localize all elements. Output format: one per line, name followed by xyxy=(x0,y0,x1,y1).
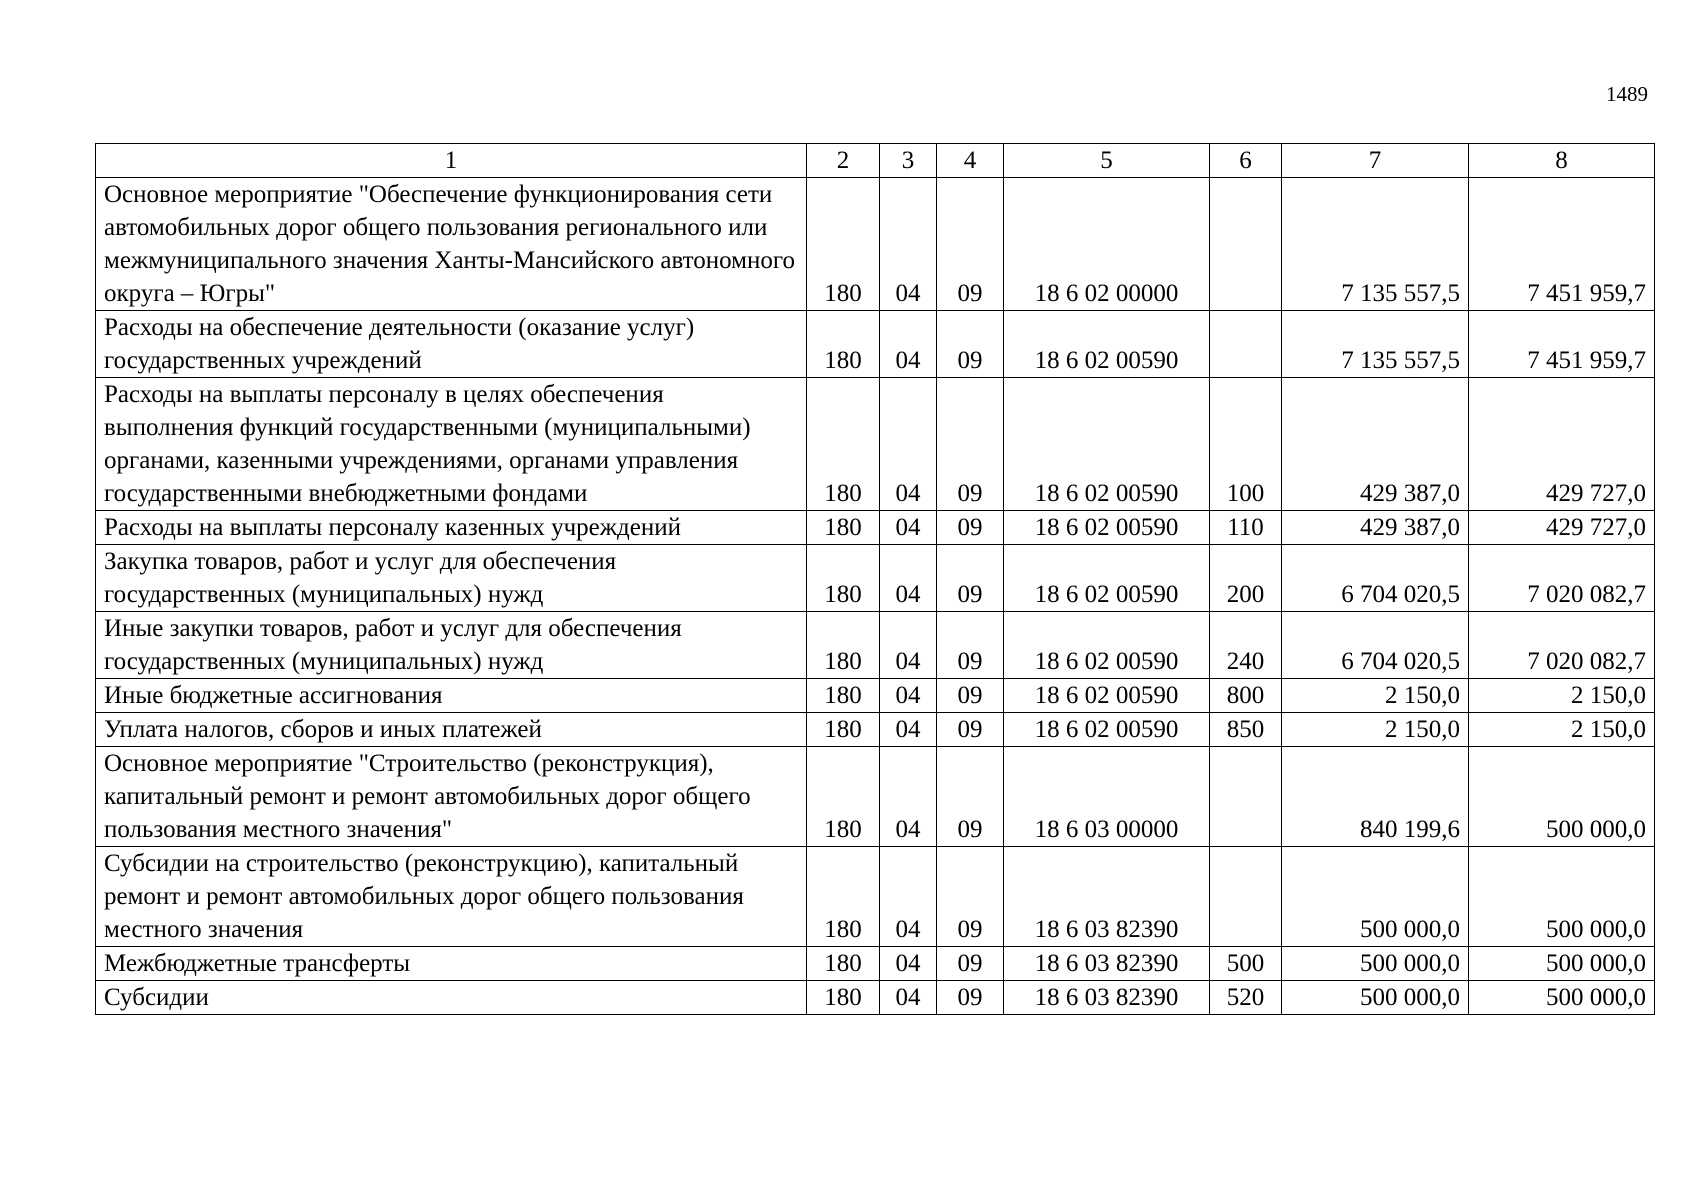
target-article-cell: 18 6 02 00590 xyxy=(1004,378,1210,511)
table-row xyxy=(96,178,1655,311)
row-name-cell: Субсидии на строительство (реконструкцию), капитальный ремонт и ремонт автомобильных дорог общего пользования местного значения xyxy=(96,847,807,947)
target-article-cell: 18 6 02 00590 xyxy=(1004,511,1210,545)
amount-year1-cell: 7 135 557,5 xyxy=(1282,178,1469,311)
section-code-cell: 04 xyxy=(880,378,937,511)
amount-year1-cell: 500 000,0 xyxy=(1282,981,1469,1015)
row-name-cell: Иные бюджетные ассигнования xyxy=(96,679,807,713)
amount-year2-cell: 500 000,0 xyxy=(1469,847,1655,947)
column-header: 3 xyxy=(880,144,937,178)
amount-year2-cell: 2 150,0 xyxy=(1469,679,1655,713)
admin-code-cell: 180 xyxy=(807,511,880,545)
row-name-cell: Основное мероприятие "Строительство (реконструкция), капитальный ремонт и ремонт автомобильных дорог общего пользования местного значения" xyxy=(96,747,807,847)
section-code-cell: 04 xyxy=(880,178,937,311)
amount-year1-cell: 429 387,0 xyxy=(1282,511,1469,545)
amount-year2-cell: 7 020 082,7 xyxy=(1469,545,1655,612)
amount-year2-cell: 429 727,0 xyxy=(1469,511,1655,545)
table-row xyxy=(96,847,1655,947)
amount-year1-cell: 500 000,0 xyxy=(1282,947,1469,981)
amount-year1-cell: 500 000,0 xyxy=(1282,847,1469,947)
page-number: 1489 xyxy=(1606,82,1648,106)
expense-type-cell: 850 xyxy=(1210,713,1282,747)
amount-year1-cell: 2 150,0 xyxy=(1282,713,1469,747)
admin-code-cell: 180 xyxy=(807,679,880,713)
amount-year2-cell: 7 451 959,7 xyxy=(1469,311,1655,378)
table-row xyxy=(96,378,1655,511)
admin-code-cell: 180 xyxy=(807,747,880,847)
amount-year1-cell: 6 704 020,5 xyxy=(1282,545,1469,612)
budget-table xyxy=(95,143,1655,1015)
section-code-cell: 04 xyxy=(880,679,937,713)
expense-type-cell xyxy=(1210,178,1282,311)
column-header: 1 xyxy=(96,144,807,178)
amount-year2-cell: 500 000,0 xyxy=(1469,947,1655,981)
column-header: 5 xyxy=(1004,144,1210,178)
column-header: 2 xyxy=(807,144,880,178)
admin-code-cell: 180 xyxy=(807,847,880,947)
section-code-cell: 04 xyxy=(880,545,937,612)
expense-type-cell: 520 xyxy=(1210,981,1282,1015)
subsection-code-cell: 09 xyxy=(937,713,1004,747)
expense-type-cell: 800 xyxy=(1210,679,1282,713)
column-header: 4 xyxy=(937,144,1004,178)
table-row xyxy=(96,981,1655,1015)
row-name-cell: Иные закупки товаров, работ и услуг для обеспечения государственных (муниципальных) нужд xyxy=(96,612,807,679)
amount-year2-cell: 500 000,0 xyxy=(1469,747,1655,847)
amount-year2-cell: 7 020 082,7 xyxy=(1469,612,1655,679)
target-article-cell: 18 6 03 82390 xyxy=(1004,947,1210,981)
subsection-code-cell: 09 xyxy=(937,981,1004,1015)
section-code-cell: 04 xyxy=(880,511,937,545)
subsection-code-cell: 09 xyxy=(937,612,1004,679)
amount-year1-cell: 2 150,0 xyxy=(1282,679,1469,713)
table-row xyxy=(96,612,1655,679)
row-name-cell: Расходы на выплаты персоналу казенных учреждений xyxy=(96,511,807,545)
subsection-code-cell: 09 xyxy=(937,679,1004,713)
section-code-cell: 04 xyxy=(880,981,937,1015)
admin-code-cell: 180 xyxy=(807,378,880,511)
table-row xyxy=(96,713,1655,747)
amount-year1-cell: 7 135 557,5 xyxy=(1282,311,1469,378)
amount-year2-cell: 429 727,0 xyxy=(1469,378,1655,511)
row-name-cell: Расходы на обеспечение деятельности (оказание услуг) государственных учреждений xyxy=(96,311,807,378)
table-body xyxy=(96,144,1655,1015)
admin-code-cell: 180 xyxy=(807,612,880,679)
expense-type-cell: 100 xyxy=(1210,378,1282,511)
target-article-cell: 18 6 02 00000 xyxy=(1004,178,1210,311)
admin-code-cell: 180 xyxy=(807,178,880,311)
section-code-cell: 04 xyxy=(880,713,937,747)
section-code-cell: 04 xyxy=(880,612,937,679)
subsection-code-cell: 09 xyxy=(937,847,1004,947)
expense-type-cell: 110 xyxy=(1210,511,1282,545)
row-name-cell: Закупка товаров, работ и услуг для обеспечения государственных (муниципальных) нужд xyxy=(96,545,807,612)
row-name-cell: Межбюджетные трансферты xyxy=(96,947,807,981)
subsection-code-cell: 09 xyxy=(937,178,1004,311)
subsection-code-cell: 09 xyxy=(937,511,1004,545)
admin-code-cell: 180 xyxy=(807,311,880,378)
subsection-code-cell: 09 xyxy=(937,747,1004,847)
section-code-cell: 04 xyxy=(880,847,937,947)
admin-code-cell: 180 xyxy=(807,981,880,1015)
target-article-cell: 18 6 02 00590 xyxy=(1004,679,1210,713)
subsection-code-cell: 09 xyxy=(937,545,1004,612)
target-article-cell: 18 6 02 00590 xyxy=(1004,713,1210,747)
expense-type-cell xyxy=(1210,847,1282,947)
subsection-code-cell: 09 xyxy=(937,311,1004,378)
admin-code-cell: 180 xyxy=(807,545,880,612)
table-row xyxy=(96,311,1655,378)
target-article-cell: 18 6 02 00590 xyxy=(1004,545,1210,612)
target-article-cell: 18 6 03 82390 xyxy=(1004,981,1210,1015)
row-name-cell: Уплата налогов, сборов и иных платежей xyxy=(96,713,807,747)
table-row xyxy=(96,947,1655,981)
header-row xyxy=(96,144,1655,178)
amount-year1-cell: 6 704 020,5 xyxy=(1282,612,1469,679)
expense-type-cell xyxy=(1210,311,1282,378)
expense-type-cell: 240 xyxy=(1210,612,1282,679)
column-header: 8 xyxy=(1469,144,1655,178)
subsection-code-cell: 09 xyxy=(937,947,1004,981)
amount-year2-cell: 7 451 959,7 xyxy=(1469,178,1655,311)
expense-type-cell: 200 xyxy=(1210,545,1282,612)
target-article-cell: 18 6 02 00590 xyxy=(1004,311,1210,378)
subsection-code-cell: 09 xyxy=(937,378,1004,511)
row-name-cell: Основное мероприятие "Обеспечение функционирования сети автомобильных дорог общего пользования регионального или межмуниципального значения Ханты-Мансийского автономного округа – Югры" xyxy=(96,178,807,311)
amount-year2-cell: 2 150,0 xyxy=(1469,713,1655,747)
table-row xyxy=(96,511,1655,545)
amount-year1-cell: 840 199,6 xyxy=(1282,747,1469,847)
section-code-cell: 04 xyxy=(880,947,937,981)
table-row xyxy=(96,545,1655,612)
section-code-cell: 04 xyxy=(880,311,937,378)
admin-code-cell: 180 xyxy=(807,947,880,981)
row-name-cell: Субсидии xyxy=(96,981,807,1015)
target-article-cell: 18 6 02 00590 xyxy=(1004,612,1210,679)
table-row xyxy=(96,679,1655,713)
row-name-cell: Расходы на выплаты персоналу в целях обеспечения выполнения функций государственными (муниципальными) органами, казенными учреждениями, органами управления государственными внебюджетными фондами xyxy=(96,378,807,511)
section-code-cell: 04 xyxy=(880,747,937,847)
admin-code-cell: 180 xyxy=(807,713,880,747)
amount-year2-cell: 500 000,0 xyxy=(1469,981,1655,1015)
column-header: 6 xyxy=(1210,144,1282,178)
column-header: 7 xyxy=(1282,144,1469,178)
table-row xyxy=(96,747,1655,847)
target-article-cell: 18 6 03 82390 xyxy=(1004,847,1210,947)
expense-type-cell: 500 xyxy=(1210,947,1282,981)
expense-type-cell xyxy=(1210,747,1282,847)
amount-year1-cell: 429 387,0 xyxy=(1282,378,1469,511)
target-article-cell: 18 6 03 00000 xyxy=(1004,747,1210,847)
